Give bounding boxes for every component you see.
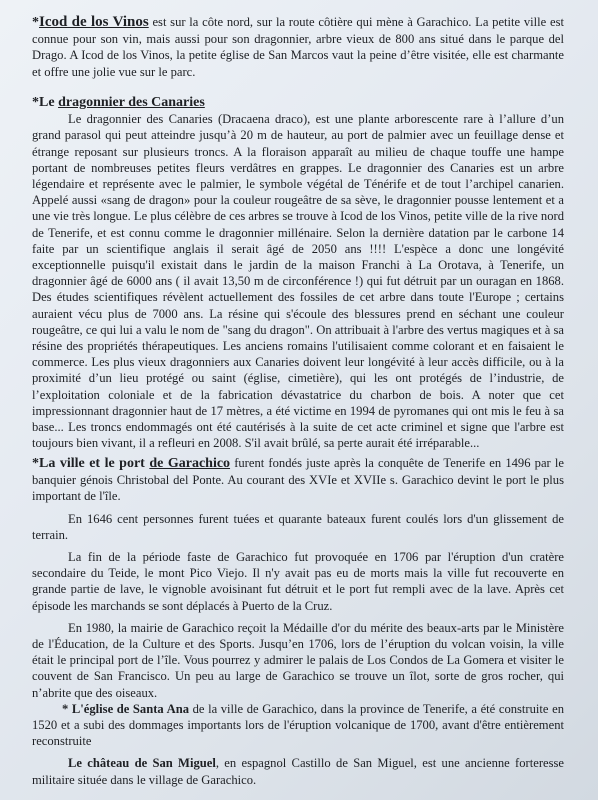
section-icod-paragraph xyxy=(32,14,564,80)
section-garachico-intro-paragraph xyxy=(32,455,564,505)
section-garachico-paragraph-5 xyxy=(32,701,564,750)
section-dragonnier-marker: *Le xyxy=(32,95,59,110)
section-garachico-paragraph-2: En 1646 cent personnes furent tuées et quarante bateaux furent coulés lors d'un glissement de terrain. xyxy=(32,511,564,542)
section-icod-title: Icod de los Vinos xyxy=(39,14,149,30)
section-garachico-p6-bold: Le château de San Miguel xyxy=(68,756,216,771)
section-dragonnier-heading xyxy=(32,94,564,111)
section-icod-marker: * xyxy=(32,15,39,30)
section-garachico-paragraph-4: En 1980, la mairie de Garachico reçoit la Médaille d'or du mérite des beaux-arts par le Ministère de l'Éducation, de la Culture et des Sports. Jusqu’en 1706, lors de l’éruption du volcan voisin, la ville était le principal port de l’île. Vous pourrez y admirer le palais de Los Condos de La Gomera et visiter le couvent de San Francisco. Un peu au large de Garachico se trouve un îlot, sorte de gros rocher, qui n’abrite que des oiseaux. xyxy=(32,620,564,700)
section-dragonnier-title: dragonnier des Canaries xyxy=(58,95,205,110)
section-dragonnier xyxy=(32,94,564,451)
section-garachico-intro: furent fondés juste après la conquête de Tenerife en 1496 par le banquier génois Christobal del Ponte. Au courant des XVIe et XVIIe s. Garachico devint le port le plus important de l'île. xyxy=(32,456,564,504)
section-garachico-title: de Garachico xyxy=(149,456,231,471)
section-garachico-p5-prefix: * xyxy=(62,701,72,716)
section-garachico-paragraph-6 xyxy=(32,755,564,787)
section-garachico-marker: *La ville et le port xyxy=(32,456,150,471)
section-icod xyxy=(32,14,564,80)
section-garachico-p5-text: de la ville de Garachico, dans la province de Tenerife, a été construite en 1520 et a subi des dommages importants lors de l'éruption volcanique de 1700, avant d'être entièrement reconstruite xyxy=(32,701,564,749)
section-garachico-p5-bold: L'église de Santa Ana xyxy=(71,701,190,716)
section-dragonnier-paragraph: Le dragonnier des Canaries (Dracaena draco), est une plante arborescente rare à l’allure d’un grand parasol qui peut atteindre jusqu’à 20 m de hauteur, au port de palmier avec un feuillage dense et étrange reposant sur plusieurs troncs. A la floraison apparaît au milieu de chaque touffe une hampe portant de nombreuses petites fleurs verdâtres en grappes. Le dragonnier des Canaries est un arbre légendaire et représente avec le palmier, le symbole végétal de Ténérife et de tout l’archipel canarien. Appelé aussi «sang de dragon» pour la couleur rougeâtre de sa sève, le dragonnier pousse lentement et a une vie très longue. Le plus célèbre de ces arbres se trouve à Icod de los Vinos, petite ville de la rive nord de Tenerife, et est connu comme le dragonnier millénaire. Selon la dernière datation par le carbone 14 faite par un scientifique anglais il serait âgé de 2050 ans !!!! L'espèce a donc une longévité exceptionnelle puisqu'il existait dans le jardin de la maison Franchi à La Orotava, à Tenerife, un dragonnier âgé de 6000 ans ( il avait 13,50 m de circonférence !) qui fut détruit par un ouragan en 1868. Des études scientifiques révèlent actuellement des fossiles de cet arbre dans toute l'Europe ; certains auraient vécu plus de 7000 ans. La résine qui s'écoule des blessures prend en séchant une couleur rougeâtre, ce qui lui a valu le nom de "sang du dragon". On attribuait à l'arbre des vertus magiques et à sa résine des propriétés thérapeutiques. Les anciens romains l'utilisaient comme colorant et en faisaient le commerce. Les plus vieux dragonniers aux Canaries doivent leur longévité à leur accès difficile, ou à la proximité d’un lieu protégé ou saint (église, cimetière), qui les ont protégés de l’industrie, de l’exploitation coloniale et de la fabrication dévastatrice du charbon de bois. A noter que cet impressionnant dragonnier haut de 17 mètres, a été victime en 1994 de pyromanes qui ont mis le feu à sa base... Les troncs endommagés ont été cautérisés à la suite de cet acte criminel et signe que l'arbre est toujours bien vivant, il a refleuri en 2008. S'il avait brûlé, sa perte aurait été irréparable... xyxy=(32,112,564,451)
section-icod-text: est sur la côte nord, sur la route côtière qui mène à Garachico. La petite ville est connue pour son vin, mais aussi pour son dragonnier, arbre vieux de 800 ans situé dans le parque del Drago. A Icod de los Vinos, la petite église de San Marcos vaut la peine d’être visitée, elle est charmante et offre une jolie vue sur le parc. xyxy=(32,15,564,79)
section-garachico-paragraph-3: La fin de la période faste de Garachico fut provoquée en 1706 par l'éruption d'un cratère secondaire du Teide, le mont Pico Viejo. Il n'y avait pas eu de morts mais la ville fut recouverte en grande partie de lave, le vignoble avoisinant fut détruit et le port fut rempli avec de la lave. Après cet épisode les marchands se sont déplacés à Puerto de la Cruz. xyxy=(32,550,564,613)
section-garachico xyxy=(32,455,564,788)
section-garachico-p6-text: , en espagnol Castillo de San Miguel, est une ancienne forteresse militaire située dans le village de Garachico. xyxy=(32,756,564,787)
